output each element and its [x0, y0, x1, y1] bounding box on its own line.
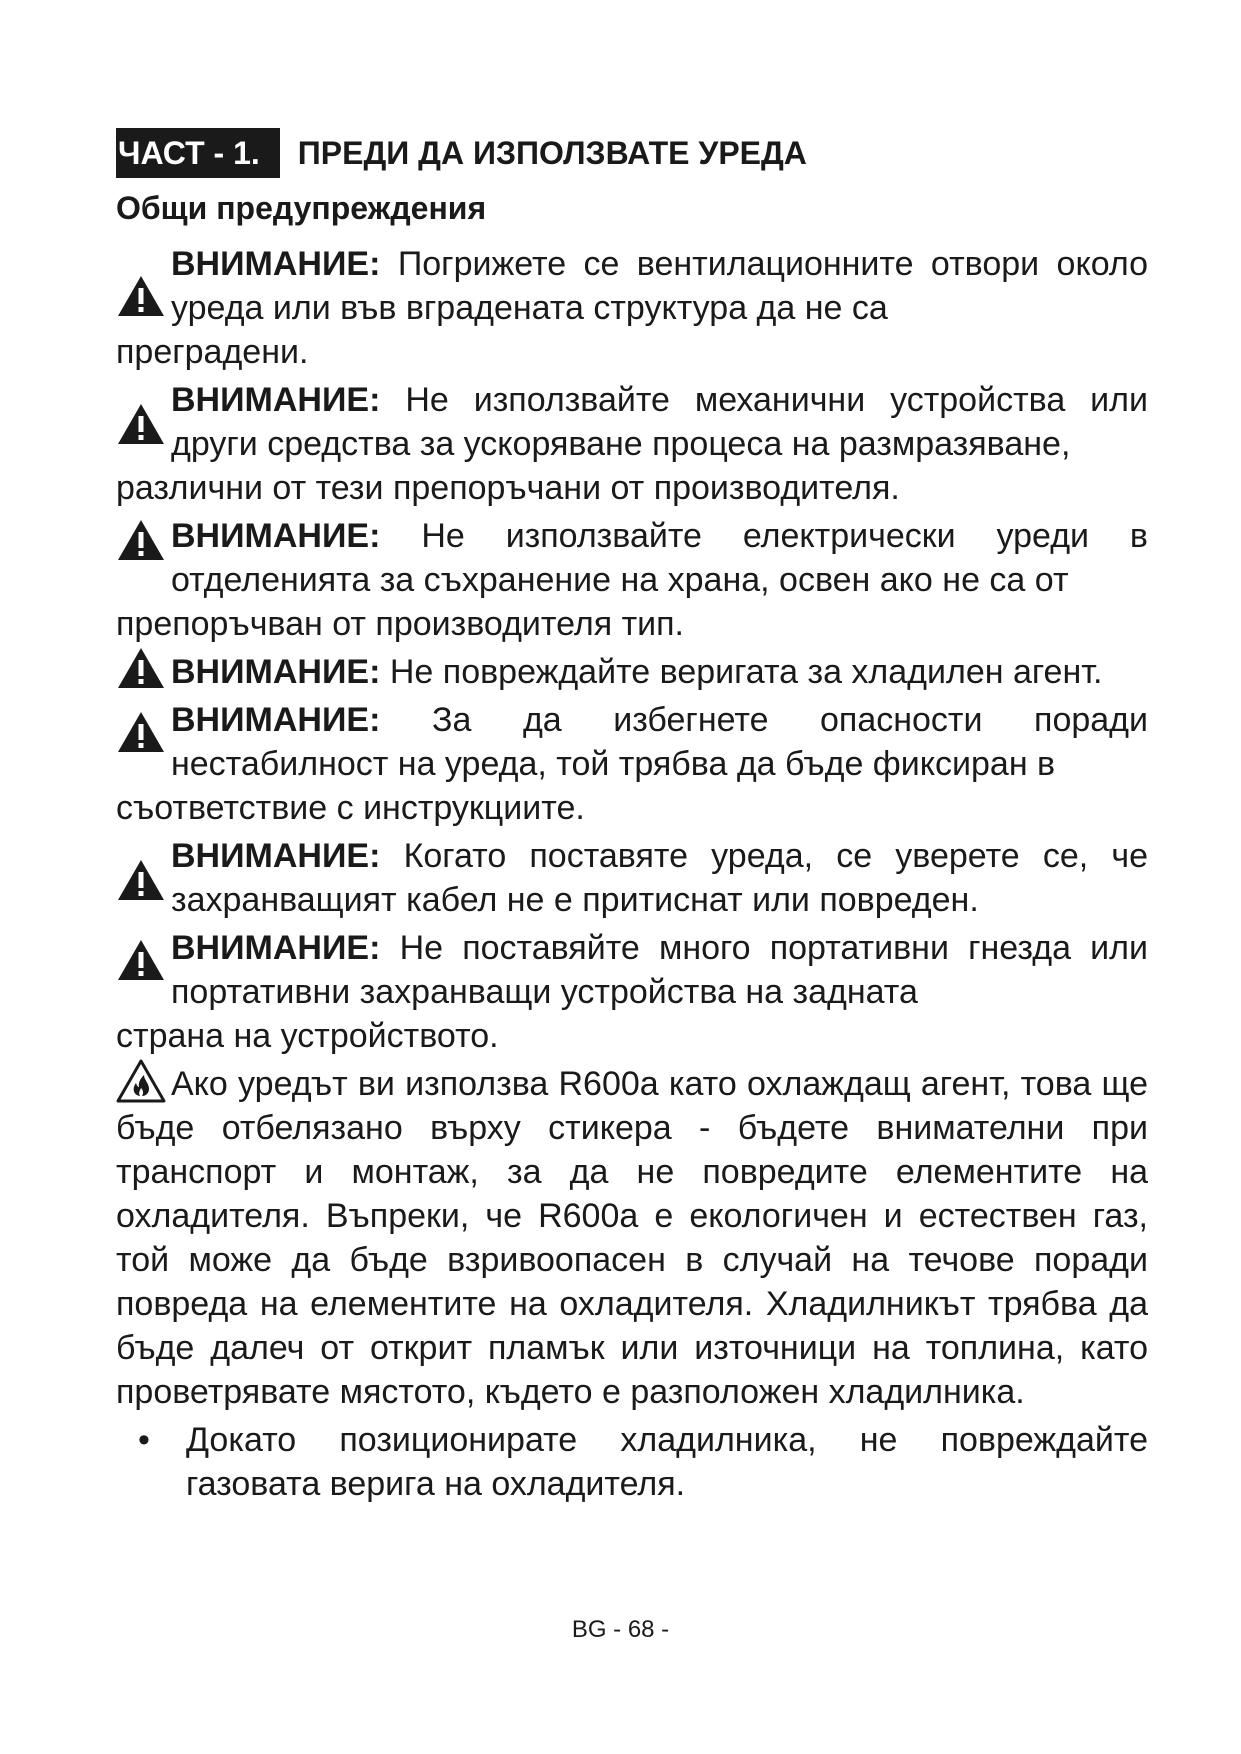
warning-item [116, 514, 1148, 646]
warning-label: ВНИМАНИЕ: [171, 653, 381, 691]
page-content [116, 128, 1148, 1506]
flammable-triangle-icon [116, 1058, 166, 1104]
warning-triangle-icon [116, 518, 166, 562]
warning-item [116, 926, 1148, 1058]
warning-text: Не използвайте механични устройства или други средства за ускоряване процеса на размразяване, [171, 381, 1148, 463]
warning-item [116, 378, 1148, 510]
page-number: BG - 68 - [571, 1616, 670, 1643]
general-warnings-heading: Общи предупреждения [116, 190, 487, 226]
warning-text: За да избегнете опасности поради нестабилност на уреда, той трябва да бъде фиксиран в [171, 701, 1149, 783]
warning-label: ВНИМАНИЕ: [171, 701, 381, 739]
warning-text: Не повреждайте веригата за хладилен агент. [389, 653, 1103, 691]
warning-item [116, 242, 1148, 374]
warning-triangle-icon [116, 402, 166, 446]
warning-triangle-icon [116, 858, 166, 902]
warning-label: ВНИМАНИЕ: [171, 381, 381, 419]
section-heading [116, 128, 1148, 178]
bullet-text: Докато позиционирате хладилника, не повреждайте газовата верига на охладителя. [186, 1421, 1148, 1503]
list-item [138, 1418, 1148, 1506]
warning-label: ВНИМАНИЕ: [171, 245, 381, 283]
warning-item [116, 834, 1148, 922]
warning-text: Не използвайте електрически уреди в отделенията за съхранение на храна, освен ако не са от [171, 517, 1148, 599]
bullet-symbol: • [138, 1421, 150, 1459]
warning-label: ВНИМАНИЕ: [171, 517, 381, 555]
warning-text: Погрижете се вентилационните отвори около уреда или във вградената структура да не са [171, 245, 1148, 327]
warning-text: Не поставяйте много портативни гнезда или портативни захранващи устройства на задната [171, 929, 1148, 1011]
warning-label: ВНИМАНИЕ: [171, 837, 381, 875]
warning-text-continued: преградени. [116, 333, 309, 371]
warning-text-continued: съответствие с инструкциите. [116, 789, 585, 827]
warning-text-continued: страна на устройството. [116, 1017, 499, 1055]
warning-label: ВНИМАНИЕ: [171, 929, 381, 967]
flammable-note-text: Ако уредът ви използва R600a като охлаждащ агент, това ще бъде отбелязано върху стикера - бъдете внимателни при транспорт и монтаж, за да не повредите елементите на охладителя. Въпреки, че R600a е екологичен и естествен газ, той може да бъде взривоопасен в случай на течове поради повреда на елементите на охладителя. Хладилникът трябва да бъде далеч от открит пламък или източници на топлина, като проветрявате мястото, където е разположен хладилника. [116, 1065, 1148, 1411]
warning-text-continued: препоръчван от производителя тип. [116, 605, 684, 643]
warning-item [116, 698, 1148, 830]
flammable-refrigerant-note [116, 1062, 1148, 1414]
part-label: ЧАСТ - 1. [116, 128, 280, 178]
warning-triangle-icon [116, 938, 166, 982]
warning-triangle-icon [116, 710, 166, 754]
warning-text-continued: различни от тези препоръчани от производителя. [116, 469, 900, 507]
warning-triangle-icon [116, 646, 166, 690]
warning-text: Когато поставяте уреда, се уверете се, че захранващият кабел не е притиснат или повреден. [171, 837, 1148, 919]
warning-item [116, 650, 1148, 694]
warning-triangle-icon [116, 274, 166, 318]
part-title: ПРЕДИ ДА ИЗПОЛЗВАТЕ УРЕДА [297, 134, 807, 171]
